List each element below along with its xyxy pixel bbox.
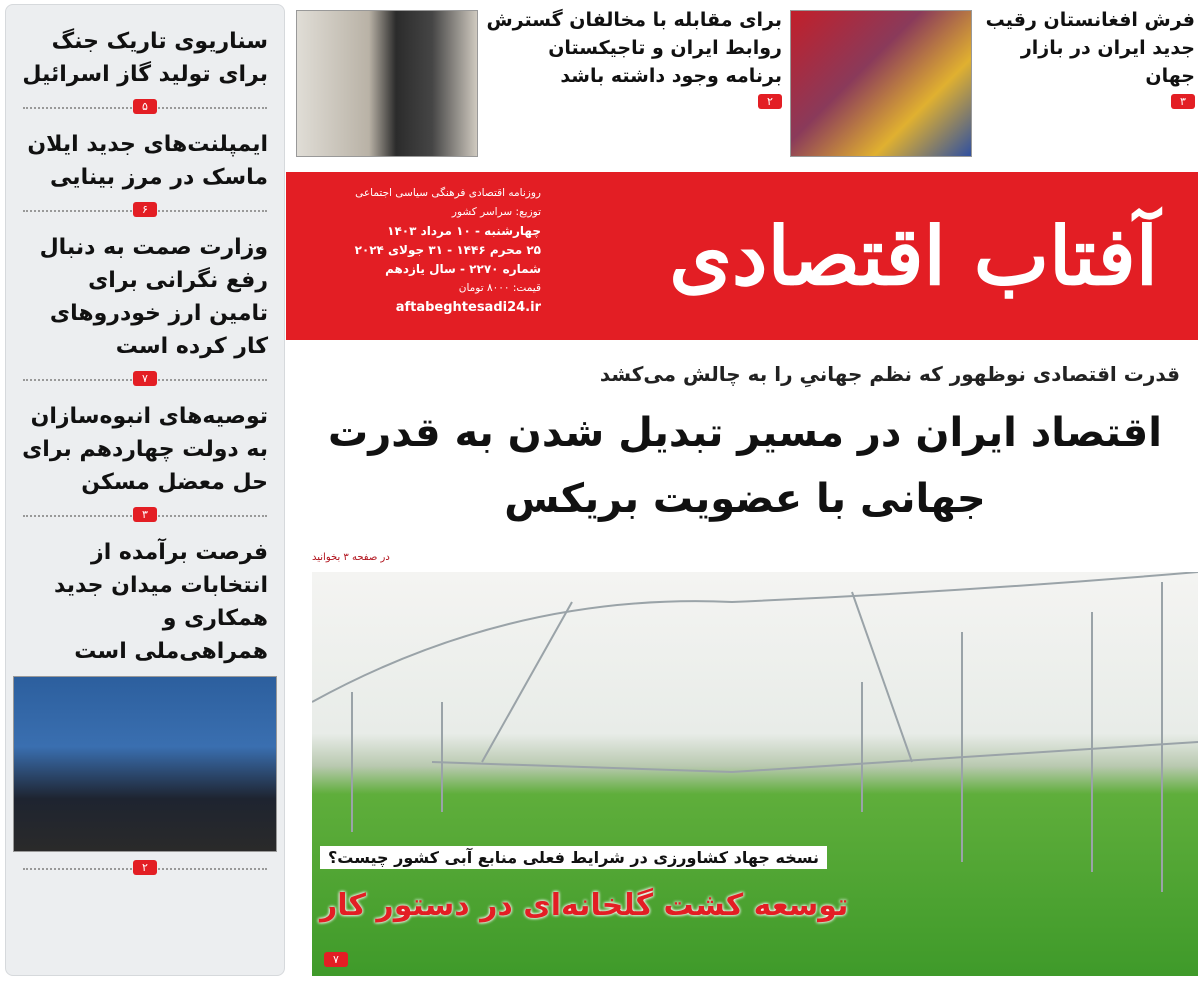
page-badge: ۳ — [1171, 94, 1195, 109]
carpet-photo — [790, 10, 972, 157]
issue-info — [296, 184, 541, 317]
website-link[interactable]: aftabeghtesadi24.ir — [395, 300, 541, 315]
page-badge: ۷ — [324, 952, 348, 967]
page-badge: ۲ — [758, 94, 782, 109]
divider — [23, 371, 267, 388]
page-badge: ۳ — [133, 507, 157, 522]
top-story-title[interactable]: فرش افغانستان رقیب جدید ایران در بازار جهان — [985, 9, 1195, 87]
top-story — [486, 6, 782, 109]
page-badge: ۲ — [133, 860, 157, 875]
read-more: در صفحه ۳ بخوانید — [312, 552, 390, 563]
sidebar-story[interactable]: سناریوی تاریک جنگ برای تولید گاز اسرائیل — [22, 29, 268, 87]
sidebar-story[interactable]: فرصت برآمده از انتخابات میدان جدید همکاری و همراهی‌ملی است — [53, 540, 268, 664]
top-story — [980, 6, 1195, 109]
top-story-title[interactable]: برای مقابله با مخالفان گسترش روابط ایران و تاجیکستان برنامه وجود داشته باشد — [486, 9, 782, 87]
lead-headline[interactable]: اقتصاد ایران در مسیر تبدیل شدن به قدرت جهانی با عضویت بریکس — [328, 410, 1162, 522]
info-line: روزنامه اقتصادی فرهنگی سیاسی اجتماعی — [355, 187, 541, 199]
issue-date: چهارشنبه - ۱۰ مرداد ۱۴۰۳ — [387, 224, 541, 238]
politicians-photo — [13, 676, 277, 852]
page-badge: ۶ — [133, 202, 157, 217]
info-line: توزیع: سراسر کشور — [451, 206, 541, 218]
divider — [23, 860, 267, 877]
masthead — [286, 172, 1198, 340]
photo-story-title[interactable]: توسعه کشت گلخانه‌ای در دستور کار — [320, 888, 849, 923]
sidebar — [5, 4, 285, 976]
divider — [23, 99, 267, 116]
sidebar-story[interactable]: ایمپلنت‌های جدید ایلان ماسک در مرز بینایی — [27, 132, 268, 190]
sidebar-story[interactable]: توصیه‌های انبوه‌سازان به دولت چهاردهم برای حل معضل مسکن — [22, 404, 268, 495]
sidebar-story[interactable]: وزارت صمت به دنبال رفع نگرانی برای تامین ارز خودروهای کار کرده است — [39, 235, 268, 359]
divider — [23, 507, 267, 524]
divider — [23, 202, 267, 219]
leader-photo — [296, 10, 478, 157]
issue-number: شماره ۲۲۷۰ - سال یازدهم — [385, 262, 541, 276]
price: قیمت: ۸۰۰۰ تومان — [458, 282, 541, 294]
issue-date-alt: ۲۵ محرم ۱۴۴۶ - ۳۱ جولای ۲۰۲۴ — [354, 243, 541, 257]
page-badge: ۵ — [133, 99, 157, 114]
newspaper-logo: آفتاب اقتصادی — [669, 209, 1158, 303]
page-badge: ۷ — [133, 371, 157, 386]
lead-kicker: قدرت اقتصادی نوظهور که نظم جهانیِ را به چالش می‌کشد — [599, 362, 1180, 386]
photo-caption: نسخه جهاد کشاورزی در شرایط فعلی منابع آبی کشور چیست؟ — [320, 846, 827, 869]
